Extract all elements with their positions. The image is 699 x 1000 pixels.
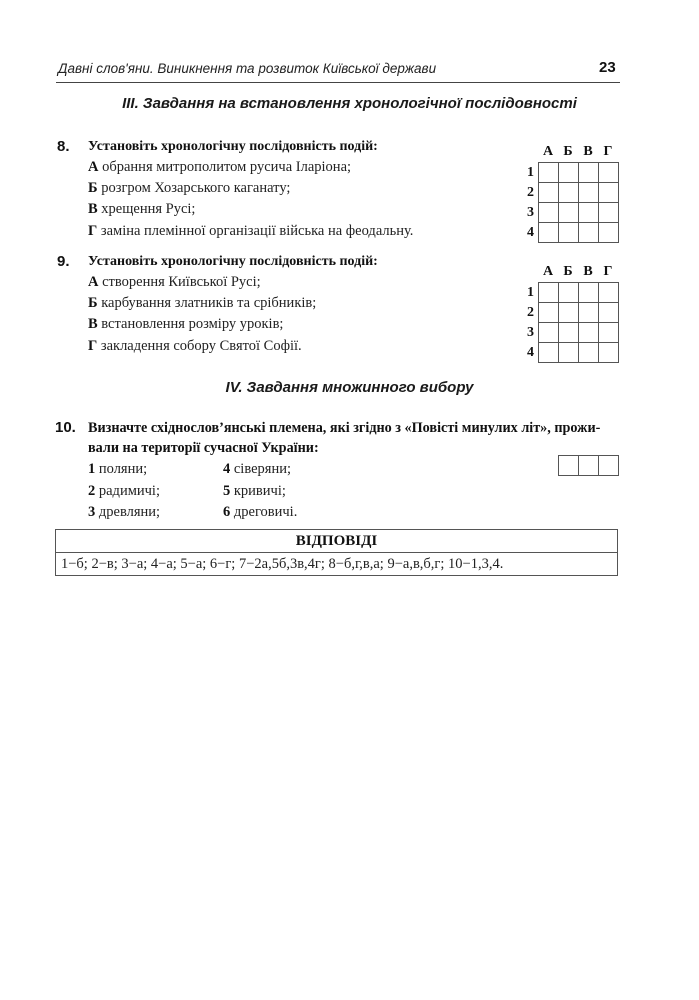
grid-row-label: 3	[527, 205, 534, 220]
answers-table	[55, 529, 618, 576]
grid-row-label: 2	[527, 185, 534, 200]
option-number: 2	[88, 483, 96, 499]
option-letter: Г	[88, 338, 98, 354]
option-g	[88, 338, 302, 355]
grid-col-header: Г	[603, 264, 613, 279]
grid-cell[interactable]	[539, 323, 559, 343]
option-a	[88, 159, 351, 176]
grid-cell[interactable]	[539, 343, 559, 363]
option-text: карбування златників та срібників;	[97, 295, 317, 311]
option-letter: В	[88, 316, 98, 332]
answer-box[interactable]	[579, 456, 599, 476]
option-letter: А	[88, 159, 99, 175]
grid-cell[interactable]	[559, 183, 579, 203]
answer-box[interactable]	[559, 456, 579, 476]
option-text: встановлення розміру уроків;	[97, 316, 284, 332]
grid-cell[interactable]	[599, 343, 619, 363]
grid-cell[interactable]	[539, 183, 559, 203]
grid-cell[interactable]	[579, 203, 599, 223]
grid-col-header: А	[542, 144, 554, 159]
option-letter: Г	[88, 223, 98, 239]
option-5	[223, 483, 286, 500]
answer-grid-cells	[538, 162, 619, 243]
grid-cell[interactable]	[599, 183, 619, 203]
question-prompt-line-1: Визначте східнослов’янські племена, які згідно з «Повісті минулих літ», прожи-	[88, 420, 601, 436]
grid-row-label: 4	[527, 345, 534, 360]
option-letter: Б	[88, 295, 98, 311]
option-4	[223, 461, 291, 478]
grid-cell[interactable]	[599, 323, 619, 343]
grid-cell[interactable]	[579, 323, 599, 343]
answers-title: ВІДПОВІДІ	[56, 530, 617, 553]
option-number: 6	[223, 504, 231, 520]
option-number: 4	[223, 461, 231, 477]
grid-col-header: В	[583, 144, 593, 159]
question-prompt: Установіть хронологічну послідовність подій:	[88, 254, 378, 269]
option-text: поляни;	[95, 461, 148, 477]
answer-grid-q8	[518, 144, 620, 244]
grid-cell[interactable]	[539, 223, 559, 243]
grid-cell[interactable]	[559, 323, 579, 343]
grid-cell[interactable]	[579, 343, 599, 363]
option-letter: Б	[88, 180, 98, 196]
grid-col-header: Б	[563, 264, 573, 279]
grid-cell[interactable]	[579, 283, 599, 303]
section-title-multiple-choice: IV. Завдання множинного вибору	[225, 379, 474, 396]
option-text: закладення собору Святої Софії.	[97, 338, 302, 354]
grid-cell[interactable]	[539, 203, 559, 223]
option-text: кривичі;	[230, 483, 286, 499]
grid-cell[interactable]	[539, 163, 559, 183]
header-divider	[56, 82, 620, 83]
grid-cell[interactable]	[559, 223, 579, 243]
grid-cell[interactable]	[559, 343, 579, 363]
question-number: 10.	[55, 419, 76, 436]
option-b	[88, 295, 316, 312]
question-number: 8.	[57, 138, 70, 155]
page-number: 23	[599, 59, 616, 76]
option-text: древляни;	[95, 504, 161, 520]
option-text: дреговичі.	[230, 504, 298, 520]
grid-row-label: 1	[527, 165, 534, 180]
answer-boxes-q10	[558, 455, 619, 476]
answer-grid-cells	[538, 282, 619, 363]
option-1	[88, 461, 147, 478]
answers-text: 1−б; 2−в; 3−а; 4−а; 5−а; 6−г; 7−2а,5б,3в,4г; 8−б,г,в,а; 9−а,в,б,г; 10−1,3,4.	[61, 556, 504, 572]
grid-row-label: 1	[527, 285, 534, 300]
option-text: заміна племінної організації війська на феодальну.	[97, 223, 414, 239]
running-header-title: Давні слов'яни. Виникнення та розвиток Київської держави	[58, 61, 437, 76]
grid-col-header: В	[583, 264, 593, 279]
option-3	[88, 504, 160, 521]
option-6	[223, 504, 297, 521]
option-text: хрещення Русі;	[97, 201, 196, 217]
option-text: створення Київської Русі;	[98, 274, 261, 290]
grid-cell[interactable]	[539, 283, 559, 303]
grid-cell[interactable]	[599, 223, 619, 243]
grid-cell[interactable]	[539, 303, 559, 323]
grid-row-label: 3	[527, 325, 534, 340]
grid-row-label: 2	[527, 305, 534, 320]
question-prompt-line-2: вали на території сучасної України:	[88, 440, 319, 456]
option-text: сіверяни;	[230, 461, 292, 477]
question-number: 9.	[57, 253, 70, 270]
grid-row-label: 4	[527, 225, 534, 240]
answer-box[interactable]	[599, 456, 619, 476]
option-text: радимичі;	[95, 483, 160, 499]
section-title-chronology: III. Завдання на встановлення хронологічної послідовності	[122, 95, 577, 112]
grid-cell[interactable]	[579, 183, 599, 203]
grid-cell[interactable]	[599, 303, 619, 323]
option-number: 3	[88, 504, 96, 520]
grid-col-header: А	[542, 264, 554, 279]
option-v	[88, 201, 195, 218]
option-b	[88, 180, 290, 197]
option-text: розгром Хозарського каганату;	[97, 180, 291, 196]
grid-cell[interactable]	[599, 163, 619, 183]
grid-col-header: Б	[563, 144, 573, 159]
option-g	[88, 223, 413, 240]
grid-cell[interactable]	[559, 163, 579, 183]
option-letter: В	[88, 201, 98, 217]
grid-cell[interactable]	[559, 203, 579, 223]
option-letter: А	[88, 274, 99, 290]
option-number: 1	[88, 461, 96, 477]
option-2	[88, 483, 160, 500]
grid-col-header: Г	[603, 144, 613, 159]
option-a	[88, 274, 261, 291]
grid-cell[interactable]	[559, 283, 579, 303]
question-prompt: Установіть хронологічну послідовність подій:	[88, 139, 378, 154]
grid-cell[interactable]	[579, 223, 599, 243]
option-number: 5	[223, 483, 231, 499]
grid-cell[interactable]	[559, 303, 579, 323]
option-text: обрання митрополитом русича Іларіона;	[98, 159, 352, 175]
grid-cell[interactable]	[599, 203, 619, 223]
grid-cell[interactable]	[579, 163, 599, 183]
grid-cell[interactable]	[599, 283, 619, 303]
option-v	[88, 316, 283, 333]
grid-cell[interactable]	[579, 303, 599, 323]
answer-grid-q9	[518, 264, 620, 364]
